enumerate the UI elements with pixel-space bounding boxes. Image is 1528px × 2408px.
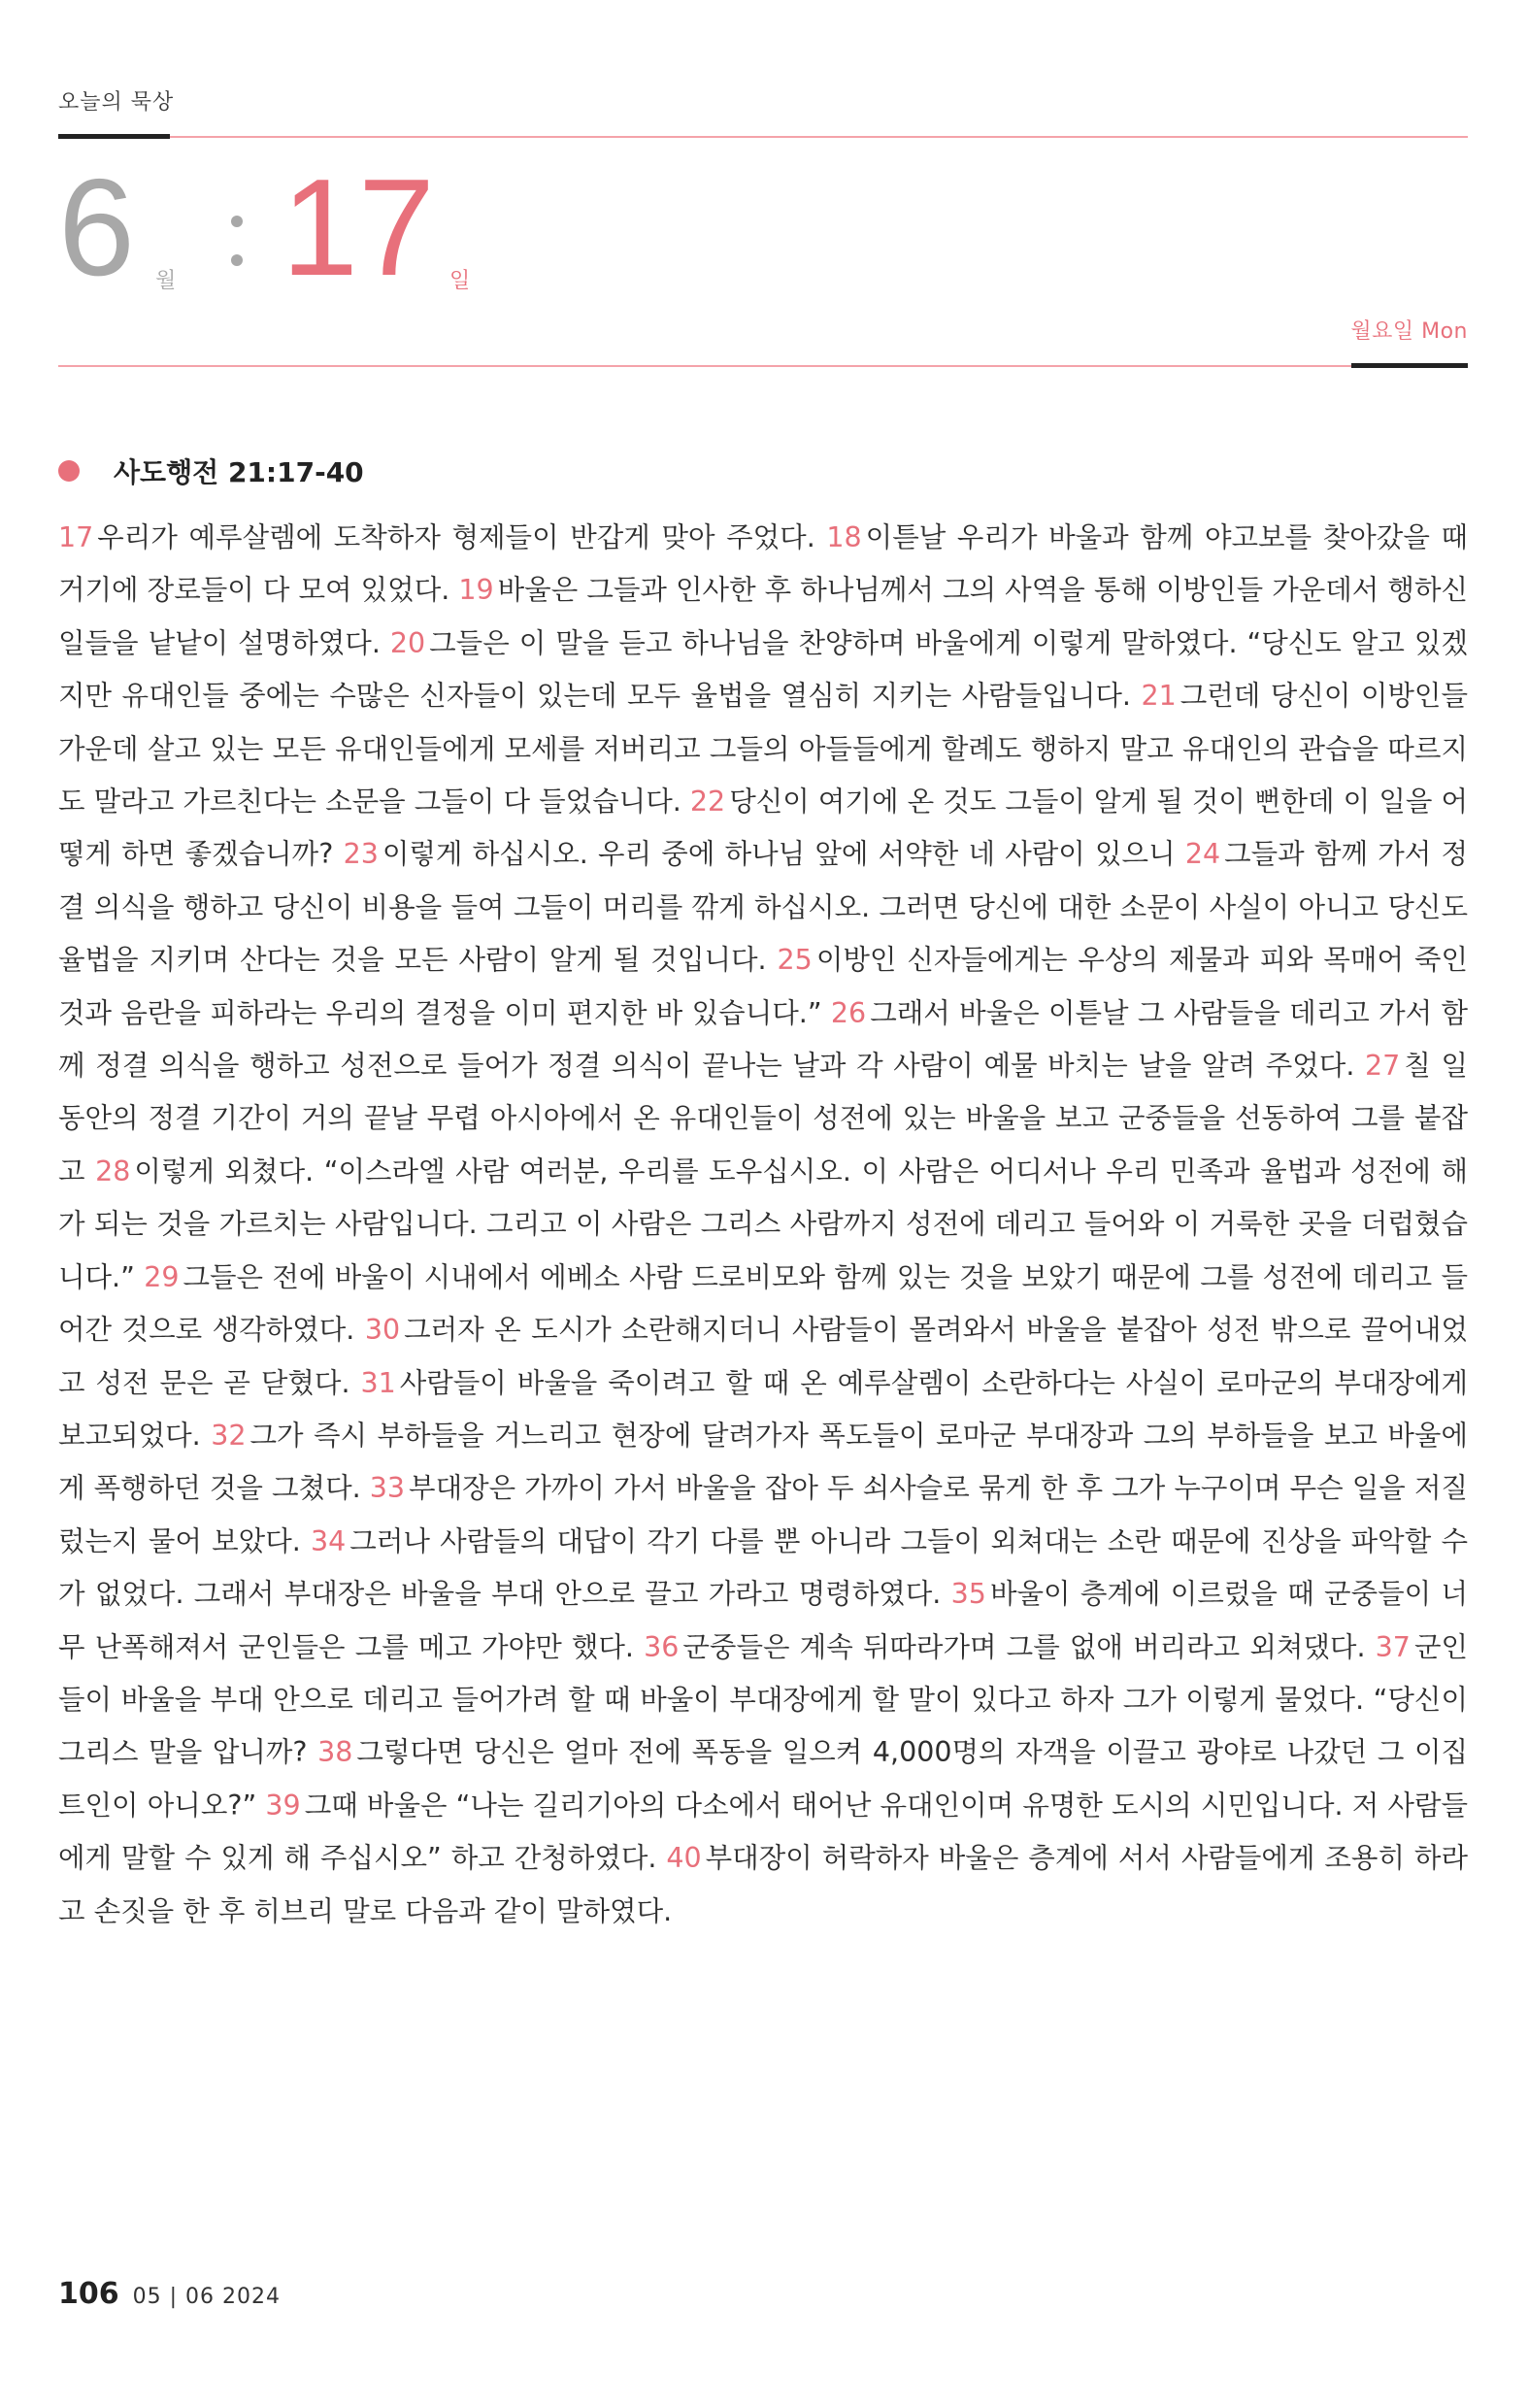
verse-text: 그러나 사람들의 대답이 각기 다를 뿐 아니라 그들이 외쳐대는 소란 때문에 진상을 파악할 수가 없었다. 그래서 부대장은 바울을 부대 안으로 끌고 가라고 명령하였다.	[58, 1524, 1469, 1611]
passage-text	[58, 512, 1468, 1938]
verse-number: 32	[211, 1419, 247, 1452]
verse-text: 칠 일 동안의 정결 기간이 거의 끝날 무렵 아시아에서 온 유대인들이 성전에 있는 바울을 보고 군중들을 선동하여 그를 붙잡고	[58, 1050, 1469, 1187]
verse-text: 그래서 바울은 이튿날 그 사람들을 데리고 가서 함께 정결 의식을 행하고 성전으로 들어가 정결 의식이 끝나는 날과 각 사람이 예물 바치는 날을 알려 주었다.	[58, 996, 1468, 1083]
header-rule-accent	[58, 134, 170, 139]
verse-number: 33	[369, 1472, 406, 1505]
verse-text: 이튿날 우리가 바울과 함께 야고보를 찾아갔을 때 거기에 장로들이 다 모여 있었다.	[58, 521, 1468, 607]
verse-text: 바울이 층계에 이르렀을 때 군중들이 너무 난폭해져서 군인들은 그를 메고 가야만 했다.	[58, 1578, 1469, 1663]
section-label: 오늘의 묵상	[58, 90, 175, 115]
verse-number: 38	[317, 1736, 353, 1769]
verse-number: 19	[458, 574, 494, 607]
verse-number: 18	[826, 521, 862, 553]
verse-text: 그때 바울은 “나는 길리기아의 다소에서 태어난 유대인이며 유명한 도시의 시민입니다. 저 사람들에게 말할 수 있게 해 주십시오” 하고 간청하였다.	[58, 1789, 1469, 1875]
date-display	[58, 150, 1468, 305]
verse-number: 37	[1375, 1630, 1411, 1663]
verse-text: 그런데 당신이 이방인들 가운데 살고 있는 모든 유대인들에게 모세를 저버리고 그들의 아들들에게 할례도 행하지 말고 유대인의 관습을 따르지도 말라고 가르친다는 소문을 그들이 다 들었습니다.	[58, 680, 1468, 819]
verse-text: 부대장이 허락하자 바울은 층계에 서서 사람들에게 조용히 하라고 손짓을 한 후 히브리 말로 다음과 같이 말하였다.	[58, 1842, 1468, 1927]
verse-text: 바울은 그들과 인사한 후 하나님께서 그의 사역을 통해 이방인들 가운데서 행하신 일들을 낱낱이 설명하였다.	[58, 574, 1469, 659]
verse-number: 27	[1365, 1050, 1401, 1083]
verse-number: 35	[950, 1578, 986, 1611]
date-rule	[58, 365, 1468, 367]
verse-text: 군중들은 계속 뒤따라가며 그를 없애 버리라고 외쳐댔다.	[682, 1630, 1366, 1663]
verse-number: 31	[360, 1366, 396, 1399]
verse-text: 이방인 신자들에게는 우상의 제물과 피와 목매어 죽인 것과 음란을 피하라는 우리의 결정을 이미 편지한 바 있습니다.”	[58, 944, 1469, 1029]
verse-number: 21	[1141, 680, 1177, 713]
month-number: 6	[58, 150, 135, 305]
day-unit: 일	[449, 269, 471, 293]
verse-number: 17	[58, 521, 94, 553]
verse-number: 20	[389, 626, 426, 659]
verse-number: 28	[95, 1154, 131, 1187]
verse-text: 사람들이 바울을 죽이려고 할 때 온 예루살렘이 소란하다는 사실이 로마군의 부대장에게 보고되었다.	[58, 1366, 1468, 1452]
verse-text: 부대장은 가까이 가서 바울을 잡아 두 쇠사슬로 묶게 한 후 그가 누구이며 무슨 일을 저질렀는지 물어 보았다.	[58, 1472, 1469, 1557]
verse-number: 22	[689, 786, 726, 819]
verse-text: 그들은 이 말을 듣고 하나님을 찬양하며 바울에게 이렇게 말하였다. “당신도 알고 있겠지만 유대인들 중에는 수많은 신자들이 있는데 모두 율법을 열심히 지키는 사람들입니다.	[58, 626, 1468, 713]
date-rule-accent	[1351, 363, 1468, 368]
verse-number: 34	[311, 1524, 347, 1557]
verse-number: 39	[265, 1789, 301, 1822]
date-colon	[223, 202, 249, 280]
day-number: 17	[282, 150, 435, 305]
verse-text: 이렇게 외쳤다. “이스라엘 사람 여러분, 우리를 도우십시오. 이 사람은 어디서나 우리 민족과 율법과 성전에 해가 되는 것을 가르치는 사람입니다. 그리고 이 사람은 그리스 사람까지 성전에 데리고 들어와 이 거룩한 곳을 더럽혔습니다.”	[58, 1154, 1468, 1293]
verse-number: 23	[343, 838, 379, 871]
verse-number: 25	[777, 944, 813, 977]
header-rule	[58, 136, 1468, 138]
verse-number: 36	[644, 1630, 680, 1663]
page-number: 106	[58, 2277, 119, 2311]
verse-text: 그가 즉시 부하들을 거느리고 현장에 달려가자 폭도들이 로마군 부대장과 그의 부하들을 보고 바울에게 폭행하던 것을 그쳤다.	[58, 1419, 1468, 1505]
bullet-icon	[58, 460, 80, 482]
weekday: 월요일 Mon	[1350, 319, 1468, 344]
verse-text: 그들과 함께 가서 정결 의식을 행하고 당신이 비용을 들여 그들이 머리를 깎게 하십시오. 그러면 당신에 대한 소문이 사실이 아니고 당신도 율법을 지키며 산다는 것을 모든 사람이 알게 될 것입니다.	[58, 838, 1468, 977]
scripture-reference: 사도행전 21:17-40	[114, 456, 364, 488]
verse-text: 그들은 전에 바울이 시내에서 에베소 사람 드로비모와 함께 있는 것을 보았기 때문에 그를 성전에 데리고 들어간 것으로 생각하였다.	[58, 1260, 1468, 1347]
verse-text: 그러자 온 도시가 소란해지더니 사람들이 몰려와서 바울을 붙잡아 성전 밖으로 끌어내었고 성전 문은 곧 닫혔다.	[58, 1314, 1468, 1399]
verse-text: 이렇게 하십시오. 우리 중에 하나님 앞에 서약한 네 사람이 있으니	[382, 838, 1176, 871]
month-unit: 월	[155, 269, 177, 293]
verse-number: 24	[1184, 838, 1221, 871]
page-footer	[58, 2277, 281, 2311]
verse-number: 30	[364, 1314, 401, 1347]
verse-number: 29	[144, 1260, 180, 1293]
verse-number: 26	[830, 996, 867, 1029]
verse-text: 우리가 예루살렘에 도착하자 형제들이 반갑게 맞아 주었다.	[97, 521, 815, 553]
issue-date: 05 | 06 2024	[132, 2285, 281, 2309]
scripture-heading	[58, 452, 364, 490]
verse-text: 군인들이 바울을 부대 안으로 데리고 들어가려 할 때 바울이 부대장에게 할 말이 있다고 하자 그가 이렇게 물었다. “당신이 그리스 말을 압니까?	[58, 1630, 1468, 1769]
verse-text: 그렇다면 당신은 얼마 전에 폭동을 일으켜 4,000명의 자객을 이끌고 광야로 나갔던 그 이집트인이 아니오?”	[58, 1736, 1469, 1822]
verse-number: 40	[666, 1842, 702, 1875]
verse-text: 당신이 여기에 온 것도 그들이 알게 될 것이 뻔한데 이 일을 어떻게 하면 좋겠습니까?	[58, 786, 1469, 871]
